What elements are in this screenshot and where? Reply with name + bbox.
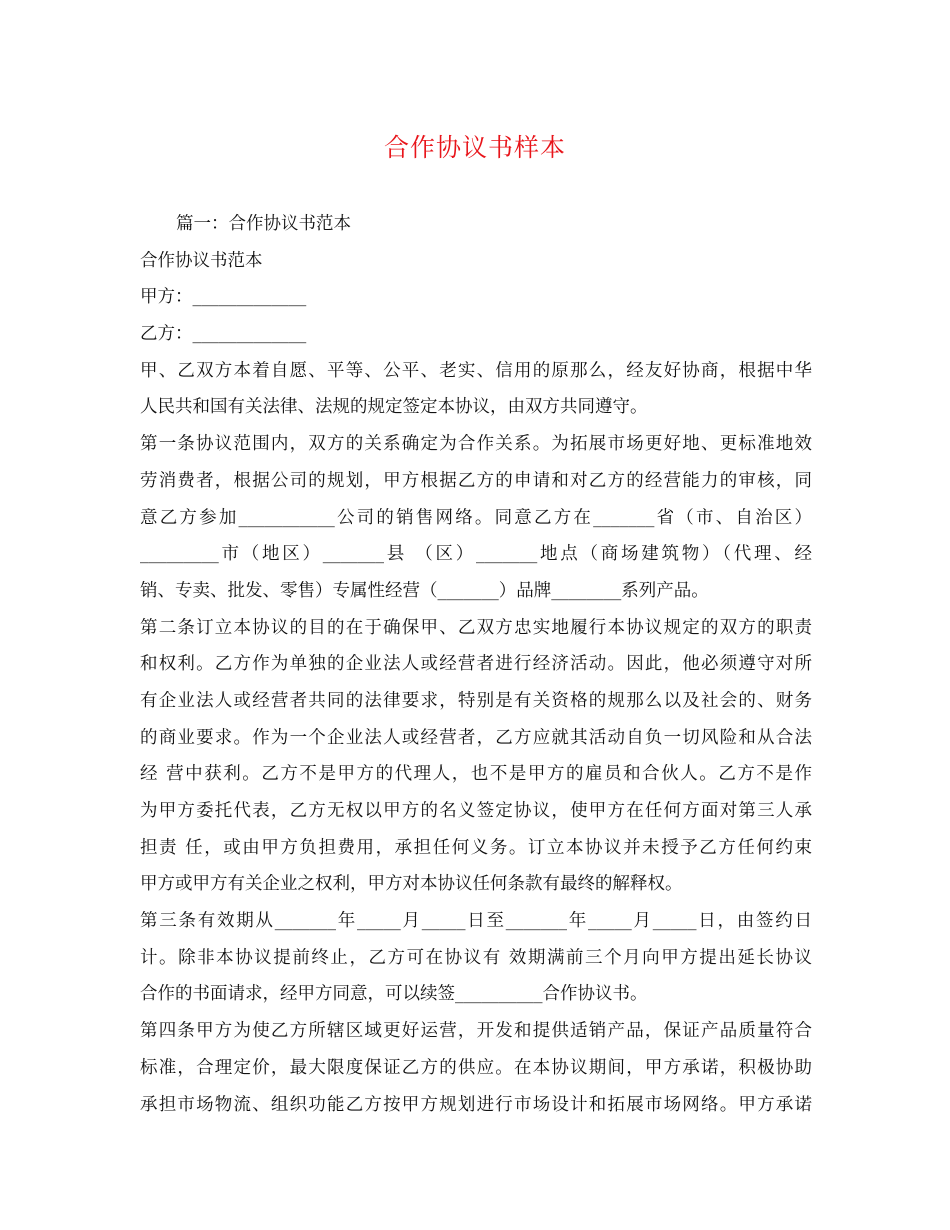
document-body <box>140 206 812 1123</box>
text-line: 和权利。乙方作为单独的企业法人或经营者进行经济活动。因此，他必须遵守对所 <box>140 654 812 675</box>
party-a-line: 甲方：_____________ <box>140 287 307 308</box>
text-line: 销、专卖、批发、零售）专属性经营（_______）品牌________系列产品。 <box>140 580 709 601</box>
text-line: 第四条甲方为使乙方所辖区域更好运营，开发和提供适销产品，保证产品质量符合 <box>140 1021 812 1042</box>
text-line: 第三条有效期从_______年_____月_____日至_______年_____月_____日，由签约日 <box>140 911 812 932</box>
text-line: 有企业法人或经营者共同的法律要求，特别是有关资格的规那么以及社会的、财务 <box>140 690 812 711</box>
text-line: 为甲方委托代表，乙方无权以甲方的名义签定协议，使甲方在任何方面对第三人承 <box>140 801 812 821</box>
text-line: 甲、乙双方本着自愿、平等、公平、老实、信用的原那么，经友好协商，根据中华 <box>140 360 812 381</box>
party-b-line: 乙方：_____________ <box>140 324 307 345</box>
text-line: 经 营中获利。乙方不是甲方的代理人，也不是甲方的雇员和合伙人。乙方不是作 <box>140 764 812 785</box>
subheading: 合作协议书范本 <box>140 250 263 271</box>
text-line: 承担市场物流、组织功能乙方按甲方规划进行市场设计和拓展市场网络。甲方承诺 <box>140 1094 812 1115</box>
text-line: 计。除非本协议提前终止，乙方可在协议有 效期满前三个月向甲方提出延长协议 <box>140 947 812 968</box>
text-line: 的商业要求。作为一个企业法人或经营者，乙方应就其活动自负一切风险和从合法 <box>140 727 812 748</box>
text-line: 人民共和国有关法律、法规的规定签定本协议，由双方共同遵守。 <box>140 397 648 418</box>
text-line: 第二条订立本协议的目的在于确保甲、乙双方忠实地履行本协议规定的双方的职责 <box>140 617 812 638</box>
text-line: 合作的书面请求，经甲方同意，可以续签__________合作协议书。 <box>140 984 648 1005</box>
text-line: 甲方或甲方有关企业之权利，甲方对本协议任何条款有最终的解释权。 <box>140 874 683 895</box>
document-title: 合作协议书样本 <box>383 133 566 162</box>
text-line: _________市（地区）_______县 （区）_______地点（商场建筑物）（代理、经 <box>140 544 812 565</box>
text-line: 第一条协议范围内，双方的关系确定为合作关系。为拓展市场更好地、更标准地效 <box>140 434 812 455</box>
text-line: 意乙方参加___________公司的销售网络。同意乙方在_______省（市、自治区） <box>140 507 812 528</box>
text-line: 标准，合理定价，最大限度保证乙方的供应。在本协议期间，甲方承诺，积极协助 <box>140 1057 812 1078</box>
section-heading: 篇一：合作协议书范本 <box>176 214 351 234</box>
text-line: 劳消费者，根据公司的规划，甲方根据乙方的申请和对乙方的经营能力的审核，同 <box>140 470 812 491</box>
text-line: 担责 任，或由甲方负担费用，承担任何义务。订立本协议并未授予乙方任何约束 <box>140 837 812 858</box>
